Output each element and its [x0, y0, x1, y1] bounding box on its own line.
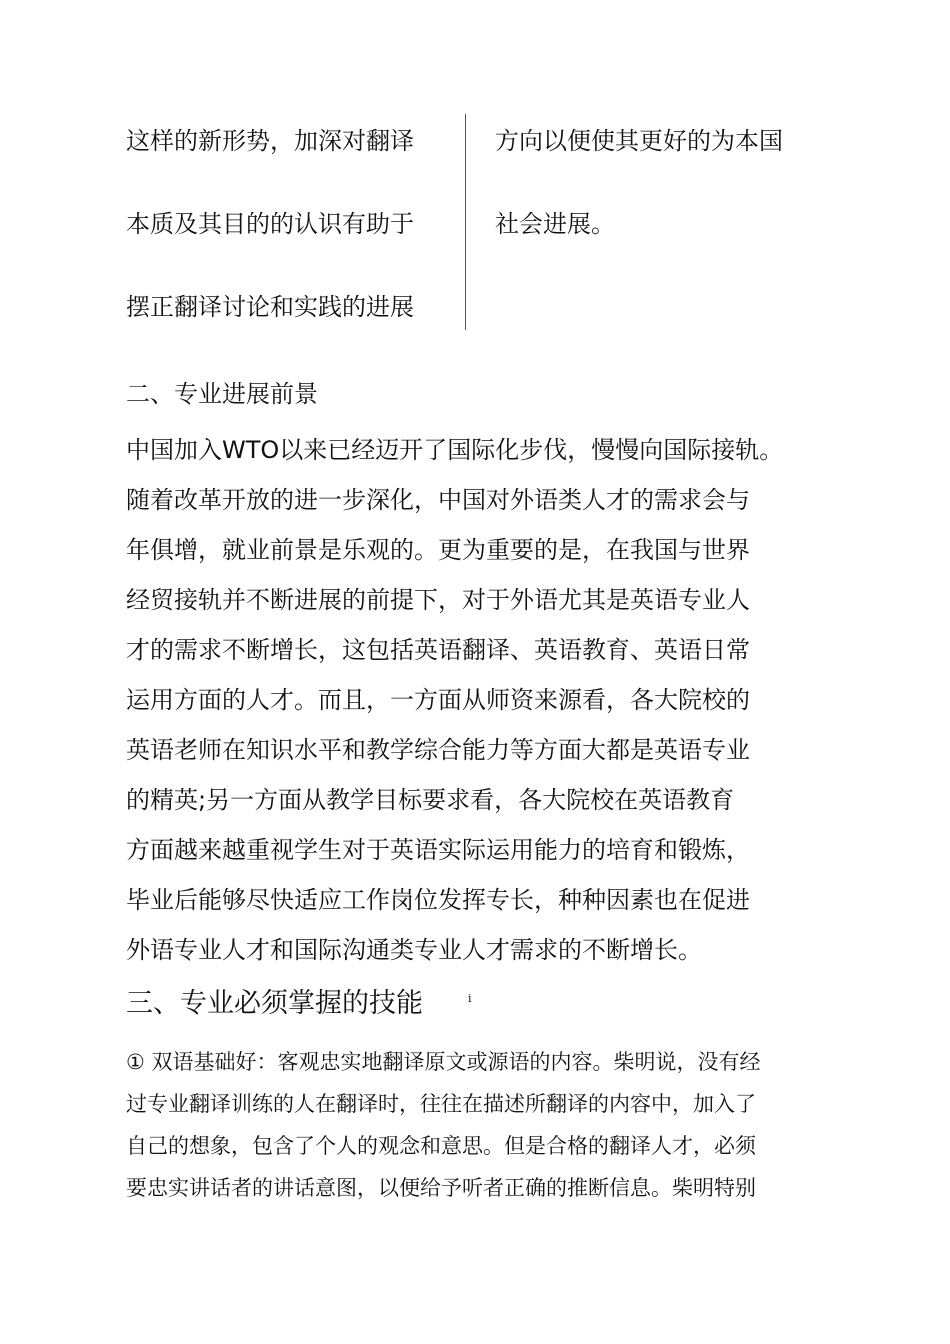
- paragraph-line: 过专业翻译训练的人在翻译时，往往在描述所翻译的内容中，加入了: [126, 1092, 756, 1116]
- column-line: 方向以便使其更好的为本国: [495, 127, 783, 155]
- paragraph-line: 英语老师在知识水平和教学综合能力等方面大都是英语专业: [126, 736, 750, 764]
- paragraph-line: ① 双语基础好：客观忠实地翻译原文或源语的内容。柴明说，没有经: [126, 1050, 761, 1074]
- skills-paragraph: [126, 1044, 761, 1212]
- footnote-marker[interactable]: i: [468, 992, 472, 1005]
- paragraph-line: 经贸接轨并不断进展的前提下，对于外语尤其是英语专业人: [126, 586, 750, 614]
- right-column: [495, 118, 825, 284]
- column-line: 摆正翻译讨论和实践的进展: [126, 293, 414, 321]
- paragraph-line: 毕业后能够尽快适应工作岗位发挥专长，种种因素也在促进: [126, 886, 750, 914]
- column-line: 这样的新形势，加深对翻译: [126, 127, 414, 155]
- paragraph-line: 自己的想象，包含了个人的观念和意思。但是合格的翻译人才，必须: [126, 1134, 756, 1158]
- paragraph-line: 年俱增，就业前景是乐观的。更为重要的是，在我国与世界: [126, 536, 750, 564]
- paragraph-line: 方面越来越重视学生对于英语实际运用能力的培育和锻炼，: [126, 836, 750, 864]
- prospects-paragraph: [126, 429, 783, 979]
- column-line: 社会进展。: [495, 210, 615, 238]
- left-column: [126, 118, 456, 367]
- section-heading-prospects: 二、专业进展前景: [126, 380, 318, 408]
- paragraph-line: 的精英;另一方面从教学目标要求看，各大院校在英语教育: [126, 786, 735, 814]
- section-heading-skills: 三、专业必须掌握的技能: [126, 988, 423, 1019]
- paragraph-line: 外语专业人才和国际沟通类专业人才需求的不断增长。: [126, 936, 702, 964]
- column-divider: [465, 114, 466, 330]
- paragraph-line: 随着改革开放的进一步深化，中国对外语类人才的需求会与: [126, 486, 750, 514]
- paragraph-line: 中国加入WTO以来已经迈开了国际化步伐，慢慢向国际接轨。: [126, 436, 784, 464]
- paragraph-line: 要忠实讲话者的讲话意图，以便给予听者正确的推断信息。柴明特别: [126, 1176, 756, 1200]
- column-line: 本质及其目的的认识有助于: [126, 210, 414, 238]
- paragraph-line: 运用方面的人才。而且，一方面从师资来源看，各大院校的: [126, 686, 750, 714]
- paragraph-line: 才的需求不断增长，这包括英语翻译、英语教育、英语日常: [126, 636, 750, 664]
